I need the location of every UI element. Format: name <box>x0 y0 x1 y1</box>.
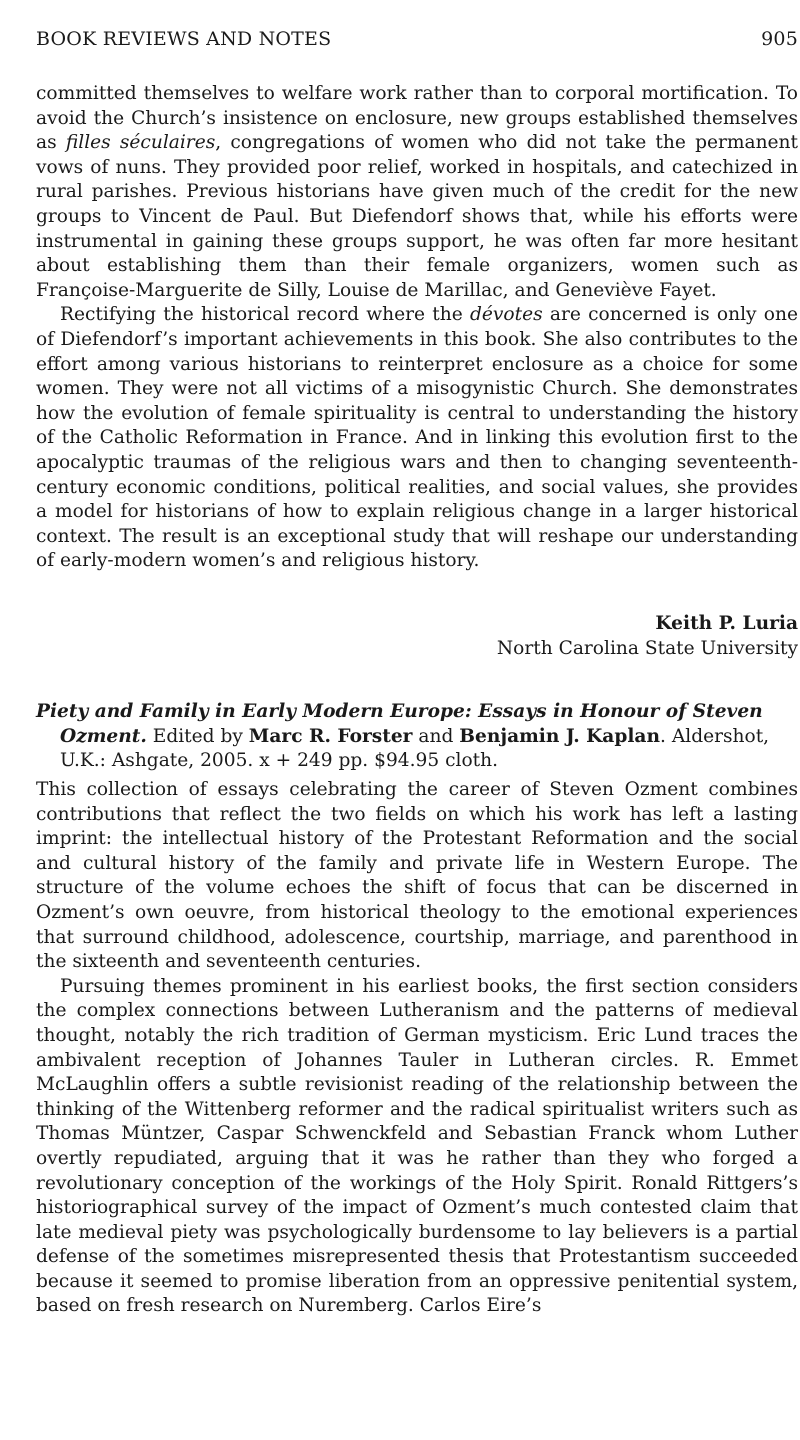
review-2-paragraph-2: Pursuing themes prominent in his earliest books, the first section considers the complex connections between Lutheranism and the patterns of medieval thought, notably the rich tradition of German mysticism. Eric Lund traces the ambivalent reception of Johannes Tauler in Lutheran circles. R. Emmet McLaughlin offers a subtle revisionist reading of the relationship between the thinking of the Wittenberg reformer and the radical spiritualist writers such as Thomas Müntzer, Caspar Schwenckfeld and Sebastian Franck whom Luther overtly repudiated, arguing that it was he rather than they who forged a revolutionary conception of the workings of the Holy Spirit. Ronald Rittgers’s historiographical survey of the impact of Ozment’s much contested claim that late medieval piety was psychologically burdensome to lay believers is a partial defense of the sometimes misrepresented thesis that Protestantism succeeded because it seemed to promise liberation from an oppressive penitential system, based on fresh research on Nuremberg. Carlos Eire’s <box>36 975 798 1317</box>
page-number: 905 <box>761 28 798 50</box>
book-title: Piety and Family in Early Modern Europe: Essays in Honour of Steven <box>36 701 763 722</box>
italic-term: filles séculaires <box>65 132 216 154</box>
review-1-paragraph-continued: committed themselves to welfare work rather than to corporal mortification. To avoid the Church’s insistence on enclosure, new groups established themselves as filles séculaires, congregations of women who did not take the permanent vows of nuns. They provided poor relief, worked in hospitals, and catechized in rural parishes. Previous historians have given much of the credit for the new groups to Vincent de Paul. But Diefendorf shows that, while his efforts were instrumental in gaining these groups support, he was often far more hesitant about establishing them than their female organizers, women such as Françoise-Marguerite de Silly, Louise de Marillac, and Geneviève Fayet. <box>36 83 799 301</box>
editor-name: Marc R. Forster <box>248 725 413 747</box>
review-1-paragraph-2: Rectifying the historical record where the dévotes are concerned is only one of Diefendorf’s important achievements in this book. She also contributes to the effort among various historians to reinterpret enclosure as a choice for some women. They were not all victims of a misogynistic Church. She demonstrates how the evolution of female spirituality is central to understanding the history of the Catholic Reformation in France. And in linking this evolution first to the apocalyptic traumas of the religious wars and then to changing seventeenth-century economic conditions, political realities, and social values, she provides a model for historians of how to explain religious change in a larger historical context. The result is an exceptional study that will reshape our understanding of early-modern women’s and religious history. <box>36 304 798 572</box>
running-head-title: BOOK REVIEWS AND NOTES <box>36 28 332 50</box>
italic-term: dévotes <box>470 304 543 326</box>
reviewer-signature <box>497 611 798 661</box>
reviewer-affiliation: North Carolina State University <box>496 638 798 659</box>
editor-name: Benjamin J. Kaplan <box>459 725 660 747</box>
review-1-body <box>36 82 798 574</box>
book-citation <box>36 700 798 774</box>
review-2-paragraph-1: This collection of essays celebrating the career of Steven Ozment combines contributions that reflect the two fields on which his work has left a lasting imprint: the intellectual history of the Protestant Reformation and the social and cultural history of the family and private life in Western Europe. The structure of the volume echoes the shift of focus that can be discerned in Ozment’s own oeuvre, from historical theology to the emotional experiences that surround childhood, adolescence, courtship, marriage, and parenthood in the sixteenth and seventeenth centuries. <box>36 779 798 973</box>
review-2-body <box>36 778 798 1319</box>
publication-details: U.K.: Ashgate, 2005. x + 249 pp. $94.95 cloth. <box>60 750 499 772</box>
reviewer-name: Keith P. Luria <box>655 613 798 634</box>
book-citation-line-2: Ozment. Edited by Marc R. Forster and Benjamin J. Kaplan. Aldershot, <box>60 725 770 747</box>
